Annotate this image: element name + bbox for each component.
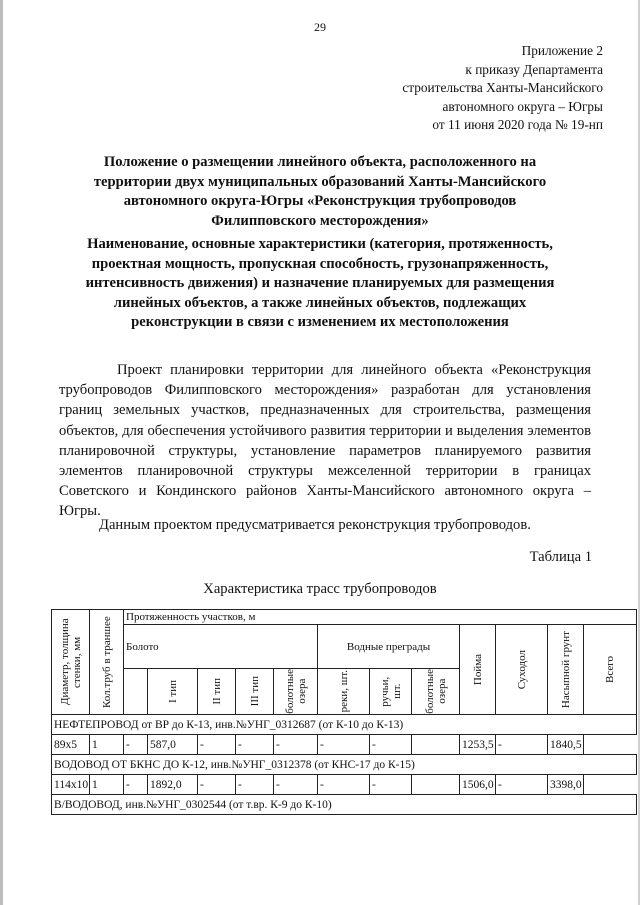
appendix-line: от 11 июня 2020 года № 19-нп: [432, 117, 603, 133]
header-swamp-group: Болото: [124, 625, 318, 669]
section-title: ВОДОВОД ОТ БКНС ДО К-12, инв.№УНГ_0312378 (от КНС-17 до К-15): [52, 755, 637, 775]
header-water-swamp-lakes: болотные озера: [412, 669, 460, 715]
cell-rivers: -: [274, 735, 318, 755]
body-paragraph-1: Проект планировки территории для линейного объекта «Реконструкция трубопроводов Филипповского месторождения» разработан для установления границ земельных участков, предназначенных для строительства, размещения объектов, для обеспечения устойчивого развития территории и выделения элементов планировочной структуры, установление параметров планируемого развития элементов планировочной структуры межселенной территории в границах Советского и Кондинского районов Ханты-Мансийского автономного округа – Югры.: [59, 362, 591, 520]
header-row-1: [52, 610, 637, 625]
appendix-line: к приказу Департамента: [465, 61, 603, 77]
header-water-group: Водные преграды: [318, 625, 460, 669]
header-type3: III тип: [236, 669, 274, 715]
cell-type2: 587,0: [148, 735, 198, 755]
cell-swamp-lakes: -: [236, 775, 274, 795]
header-diameter: Диаметр, толщина стенки, мм: [52, 610, 90, 715]
header-type1: I тип: [148, 669, 198, 715]
appendix-line: строительства Ханты-Мансийского: [402, 80, 603, 96]
header-total: Всего: [584, 625, 637, 715]
cell-swamp-lakes: -: [236, 735, 274, 755]
cell-dry-land: 1253,5: [460, 735, 496, 755]
cell-total: 3398,0: [548, 775, 584, 795]
header-streams: ручьи, шт.: [370, 669, 412, 715]
section-row: [52, 795, 637, 815]
pipeline-table: [51, 609, 637, 815]
appendix-line: Приложение 2: [521, 43, 603, 58]
section-row: [52, 755, 637, 775]
header-swamp-lakes: болотные озера: [274, 669, 318, 715]
scan-left-edge: [0, 0, 3, 905]
cell-diameter: 89х5: [52, 735, 90, 755]
cell-water-swamp-lakes: -: [370, 775, 412, 795]
cell-pipes: 1: [90, 735, 124, 755]
document-title: Положение о размещении линейного объекта, расположенного на территории двух муниципальных образований Ханты-Мансийского автономного округа-Югры «Реконструкция трубопроводов Филипповского месторождения»: [93, 154, 547, 229]
header-dry-land: Суходол: [496, 625, 548, 715]
section-title: В/ВОДОВОД, инв.№УНГ_0302544 (от т.вр. К-9 до К-10): [52, 795, 637, 815]
cell-type1: -: [124, 775, 148, 795]
table-title: Характеристика трасс трубопроводов: [203, 581, 437, 597]
section-row: [52, 715, 637, 735]
cell-floodplain: [412, 735, 460, 755]
table-row: [52, 735, 637, 755]
cell-type3: -: [198, 735, 236, 755]
cell-streams: -: [318, 775, 370, 795]
appendix-line: автономного округа – Югры: [442, 98, 603, 114]
header-pipes-in-trench: Кол.труб в траншее: [90, 610, 124, 715]
body-paragraph-2: Данным проектом предусматривается реконструкция трубопроводов.: [99, 517, 531, 533]
header-floodplain: Пойма: [460, 625, 496, 715]
section-title: НЕФТЕПРОВОД от ВР до К-13, инв.№УНГ_0312687 (от К-10 до К-13): [52, 715, 637, 735]
cell-fill-soil: -: [496, 775, 548, 795]
table-row: [52, 775, 637, 795]
table-label: Таблица 1: [529, 549, 592, 565]
cell-diameter: 114х10: [52, 775, 90, 795]
cell-rivers: -: [274, 775, 318, 795]
cell-fill-soil: -: [496, 735, 548, 755]
header-empty: [124, 669, 148, 715]
header-length-group: Протяженность участков, м: [124, 610, 637, 625]
cell-water-swamp-lakes: -: [370, 735, 412, 755]
header-row-2: [52, 625, 637, 669]
cell-type1: -: [124, 735, 148, 755]
header-type2: II тип: [198, 669, 236, 715]
cell-type3: -: [198, 775, 236, 795]
cell-floodplain: [412, 775, 460, 795]
appendix-block: [402, 42, 603, 135]
header-rivers: реки, шт.: [318, 669, 370, 715]
cell-total: 1840,5: [548, 735, 584, 755]
cell-pipes: 1: [90, 775, 124, 795]
section-heading: Наименование, основные характеристики (категория, протяженность, проектная мощность, пропускная способность, грузонапряженность, интенсивность движения) и назначение планируемых для размещения линейных объектов, а также линейных объектов, подлежащих реконструкции в связи с изменением их местоположения: [85, 236, 555, 331]
cell-dry-land: 1506,0: [460, 775, 496, 795]
header-fill-soil: Насыпной грунт: [548, 625, 584, 715]
cell-type2: 1892,0: [148, 775, 198, 795]
page-number: 29: [314, 20, 326, 34]
cell-streams: -: [318, 735, 370, 755]
